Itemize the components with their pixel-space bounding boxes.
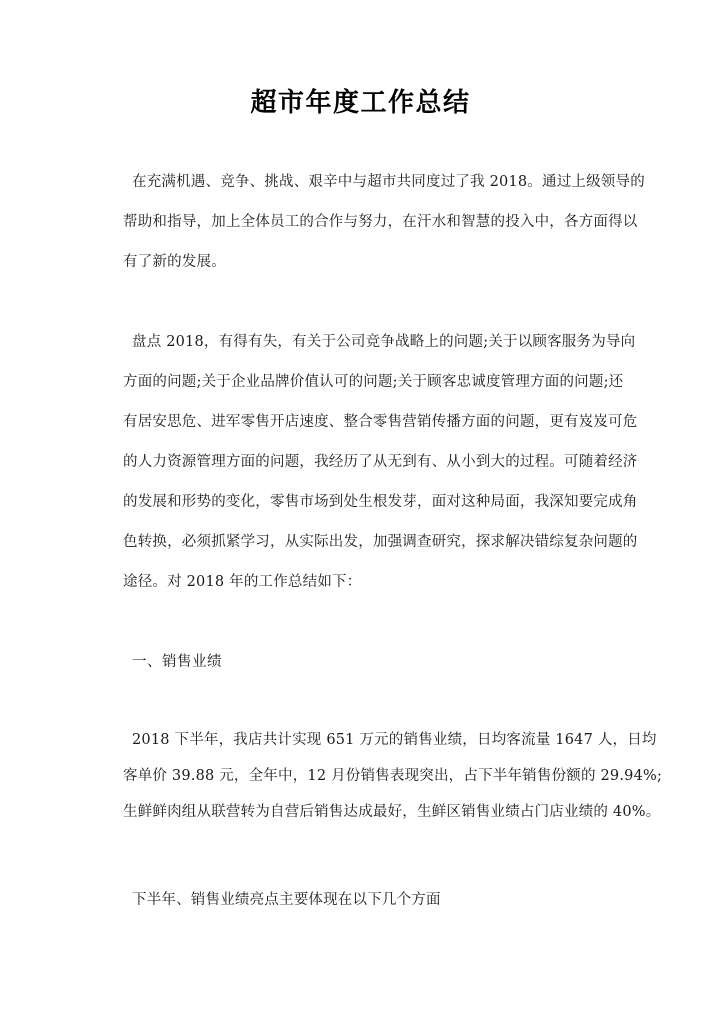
paragraph-line: 色转换，必须抓紧学习，从实际出发，加强调查研究，探求解决错综复杂问题的 bbox=[123, 534, 638, 550]
paragraph-sales bbox=[123, 722, 668, 830]
paragraph-line: 的发展和形势的变化，零售市场到处生根发芽，面对这种局面，我深知要完成角 bbox=[123, 494, 638, 510]
paragraph-closing bbox=[123, 880, 668, 920]
paragraph-line: 下半年、销售业绩亮点主要体现在以下几个方面 bbox=[132, 892, 441, 908]
paragraph-line: 有居安思危、进军零售开店速度、整合零售营销传播方面的问题，更有岌岌可危 bbox=[123, 414, 638, 430]
paragraph-line: 2018 下半年，我店共计实现 651 万元的销售业绩，日均客流量 1647 人，日均 bbox=[132, 732, 657, 748]
paragraph-line: 方面的问题;关于企业品牌价值认可的问题;关于顾客忠诚度管理方面的问题;还 bbox=[123, 374, 624, 390]
paragraph-line: 有了新的发展。 bbox=[123, 254, 226, 270]
paragraph-line: 的人力资源管理方面的问题，我经历了从无到有、从小到大的过程。可随着经济 bbox=[123, 454, 638, 470]
paragraph-line: 帮助和指导，加上全体员工的合作与努力，在汗水和智慧的投入中，各方面得以 bbox=[123, 214, 638, 230]
paragraph-line: 在充满机遇、竞争、挑战、艰辛中与超市共同度过了我 2018。通过上级领导的 bbox=[132, 174, 645, 190]
document-body bbox=[53, 162, 668, 920]
paragraph-line: 客单价 39.88 元，全年中，12 月份销售表现突出，占下半年销售份额的 29.94%; bbox=[123, 768, 663, 784]
section-heading-sales-performance: 一、销售业绩 bbox=[132, 654, 222, 670]
paragraph-intro bbox=[123, 162, 668, 282]
paragraph-review bbox=[123, 322, 668, 602]
paragraph-line: 途径。对 2018 年的工作总结如下： bbox=[123, 574, 362, 590]
paragraph-line: 生鲜鲜肉组从联营转为自营后销售达成最好，生鲜区销售业绩占门店业绩的 40%。 bbox=[123, 804, 661, 820]
page-title: 超市年度工作总结 bbox=[250, 88, 471, 118]
paragraph-line: 盘点 2018，有得有失，有关于公司竞争战略上的问题;关于以顾客服务为导向 bbox=[132, 334, 636, 350]
